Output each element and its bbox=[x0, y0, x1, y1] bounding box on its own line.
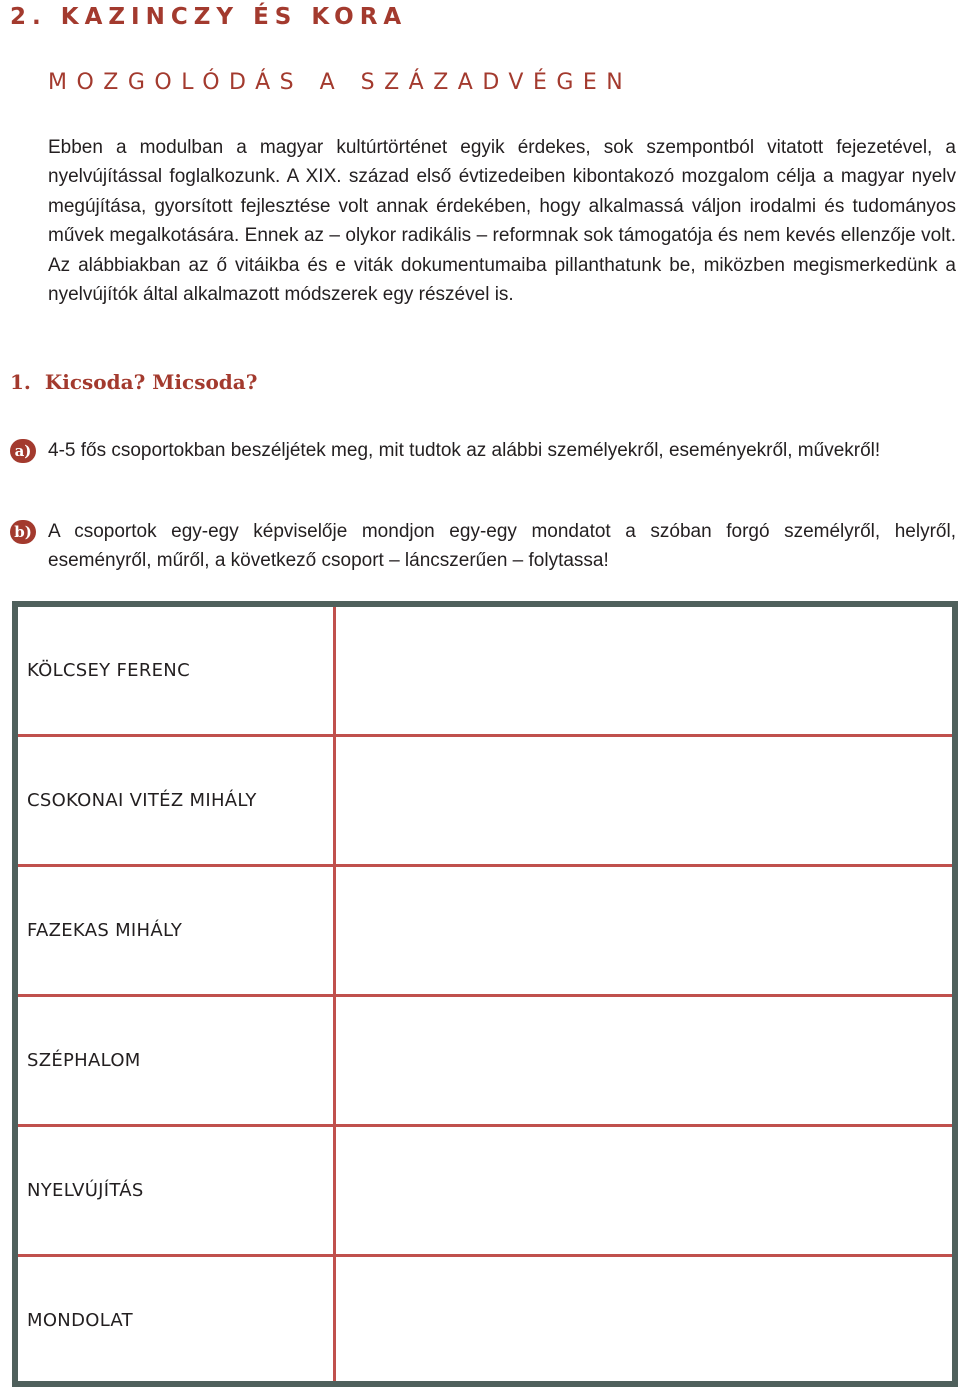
row-label: CSOKONAI VITÉZ MIHÁLY bbox=[27, 790, 257, 811]
row-label: NYELVÚJÍTÁS bbox=[27, 1180, 144, 1201]
subtask-badge-a: a) bbox=[10, 439, 36, 463]
table-row bbox=[18, 1257, 952, 1384]
table-row bbox=[18, 867, 952, 994]
row-label: MONDOLAT bbox=[27, 1310, 133, 1331]
intro-paragraph: Ebben a modulban a magyar kultúrtörténet egyik érdekes, sok szempontból vitatott fejezetével, a nyelvújítással foglalkozunk. A XIX. század első évtizedeiben kibontakozó mozgalom célja a magyar nyelv megújítása, gyorsított fejlesztése volt annak érdekében, hogy alkalmassá váljon irodalmi és tudományos művek megalkotására. Ennek az – olykor radikális – reformnak sok támogatója és nem kevés ellenzője volt. Az alábbiakban az ő vitáikba és e viták dokumentumaiba pillanthatunk be, miközben megismerkedünk a nyelvújítók által alkalmazott módszerek egy részével is. bbox=[48, 137, 956, 306]
subtask-badge-b: b) bbox=[10, 520, 36, 544]
row-label: KÖLCSEY FERENC bbox=[27, 660, 190, 681]
subtask-b bbox=[10, 517, 956, 576]
table-row bbox=[18, 607, 952, 734]
subtask-text-a: 4-5 fős csoportokban beszéljétek meg, mit tudtok az alábbi személyekről, eseményekről, művekről! bbox=[48, 440, 881, 461]
section-title: MOZGOLÓDÁS A SZÁZADVÉGEN bbox=[48, 70, 633, 95]
table-row bbox=[18, 737, 952, 864]
task-title: Kicsoda? Micsoda? bbox=[44, 370, 258, 394]
chapter-title: 2. KAZINCZY ÉS KORA bbox=[10, 4, 408, 30]
subtask-a bbox=[10, 436, 956, 465]
table-row bbox=[18, 1127, 952, 1254]
worksheet-table bbox=[12, 601, 958, 1387]
table-row bbox=[18, 997, 952, 1124]
row-label: SZÉPHALOM bbox=[27, 1050, 141, 1071]
row-label: FAZEKAS MIHÁLY bbox=[27, 920, 183, 941]
task-number: 1. bbox=[10, 370, 31, 394]
task-heading bbox=[10, 370, 257, 394]
subtask-text-b: A csoportok egy-egy képviselője mondjon egy-egy mondatot a szóban forgó személyről, helyről, eseményről, műről, a következő csoport – láncszerűen – folytassa! bbox=[48, 521, 956, 572]
